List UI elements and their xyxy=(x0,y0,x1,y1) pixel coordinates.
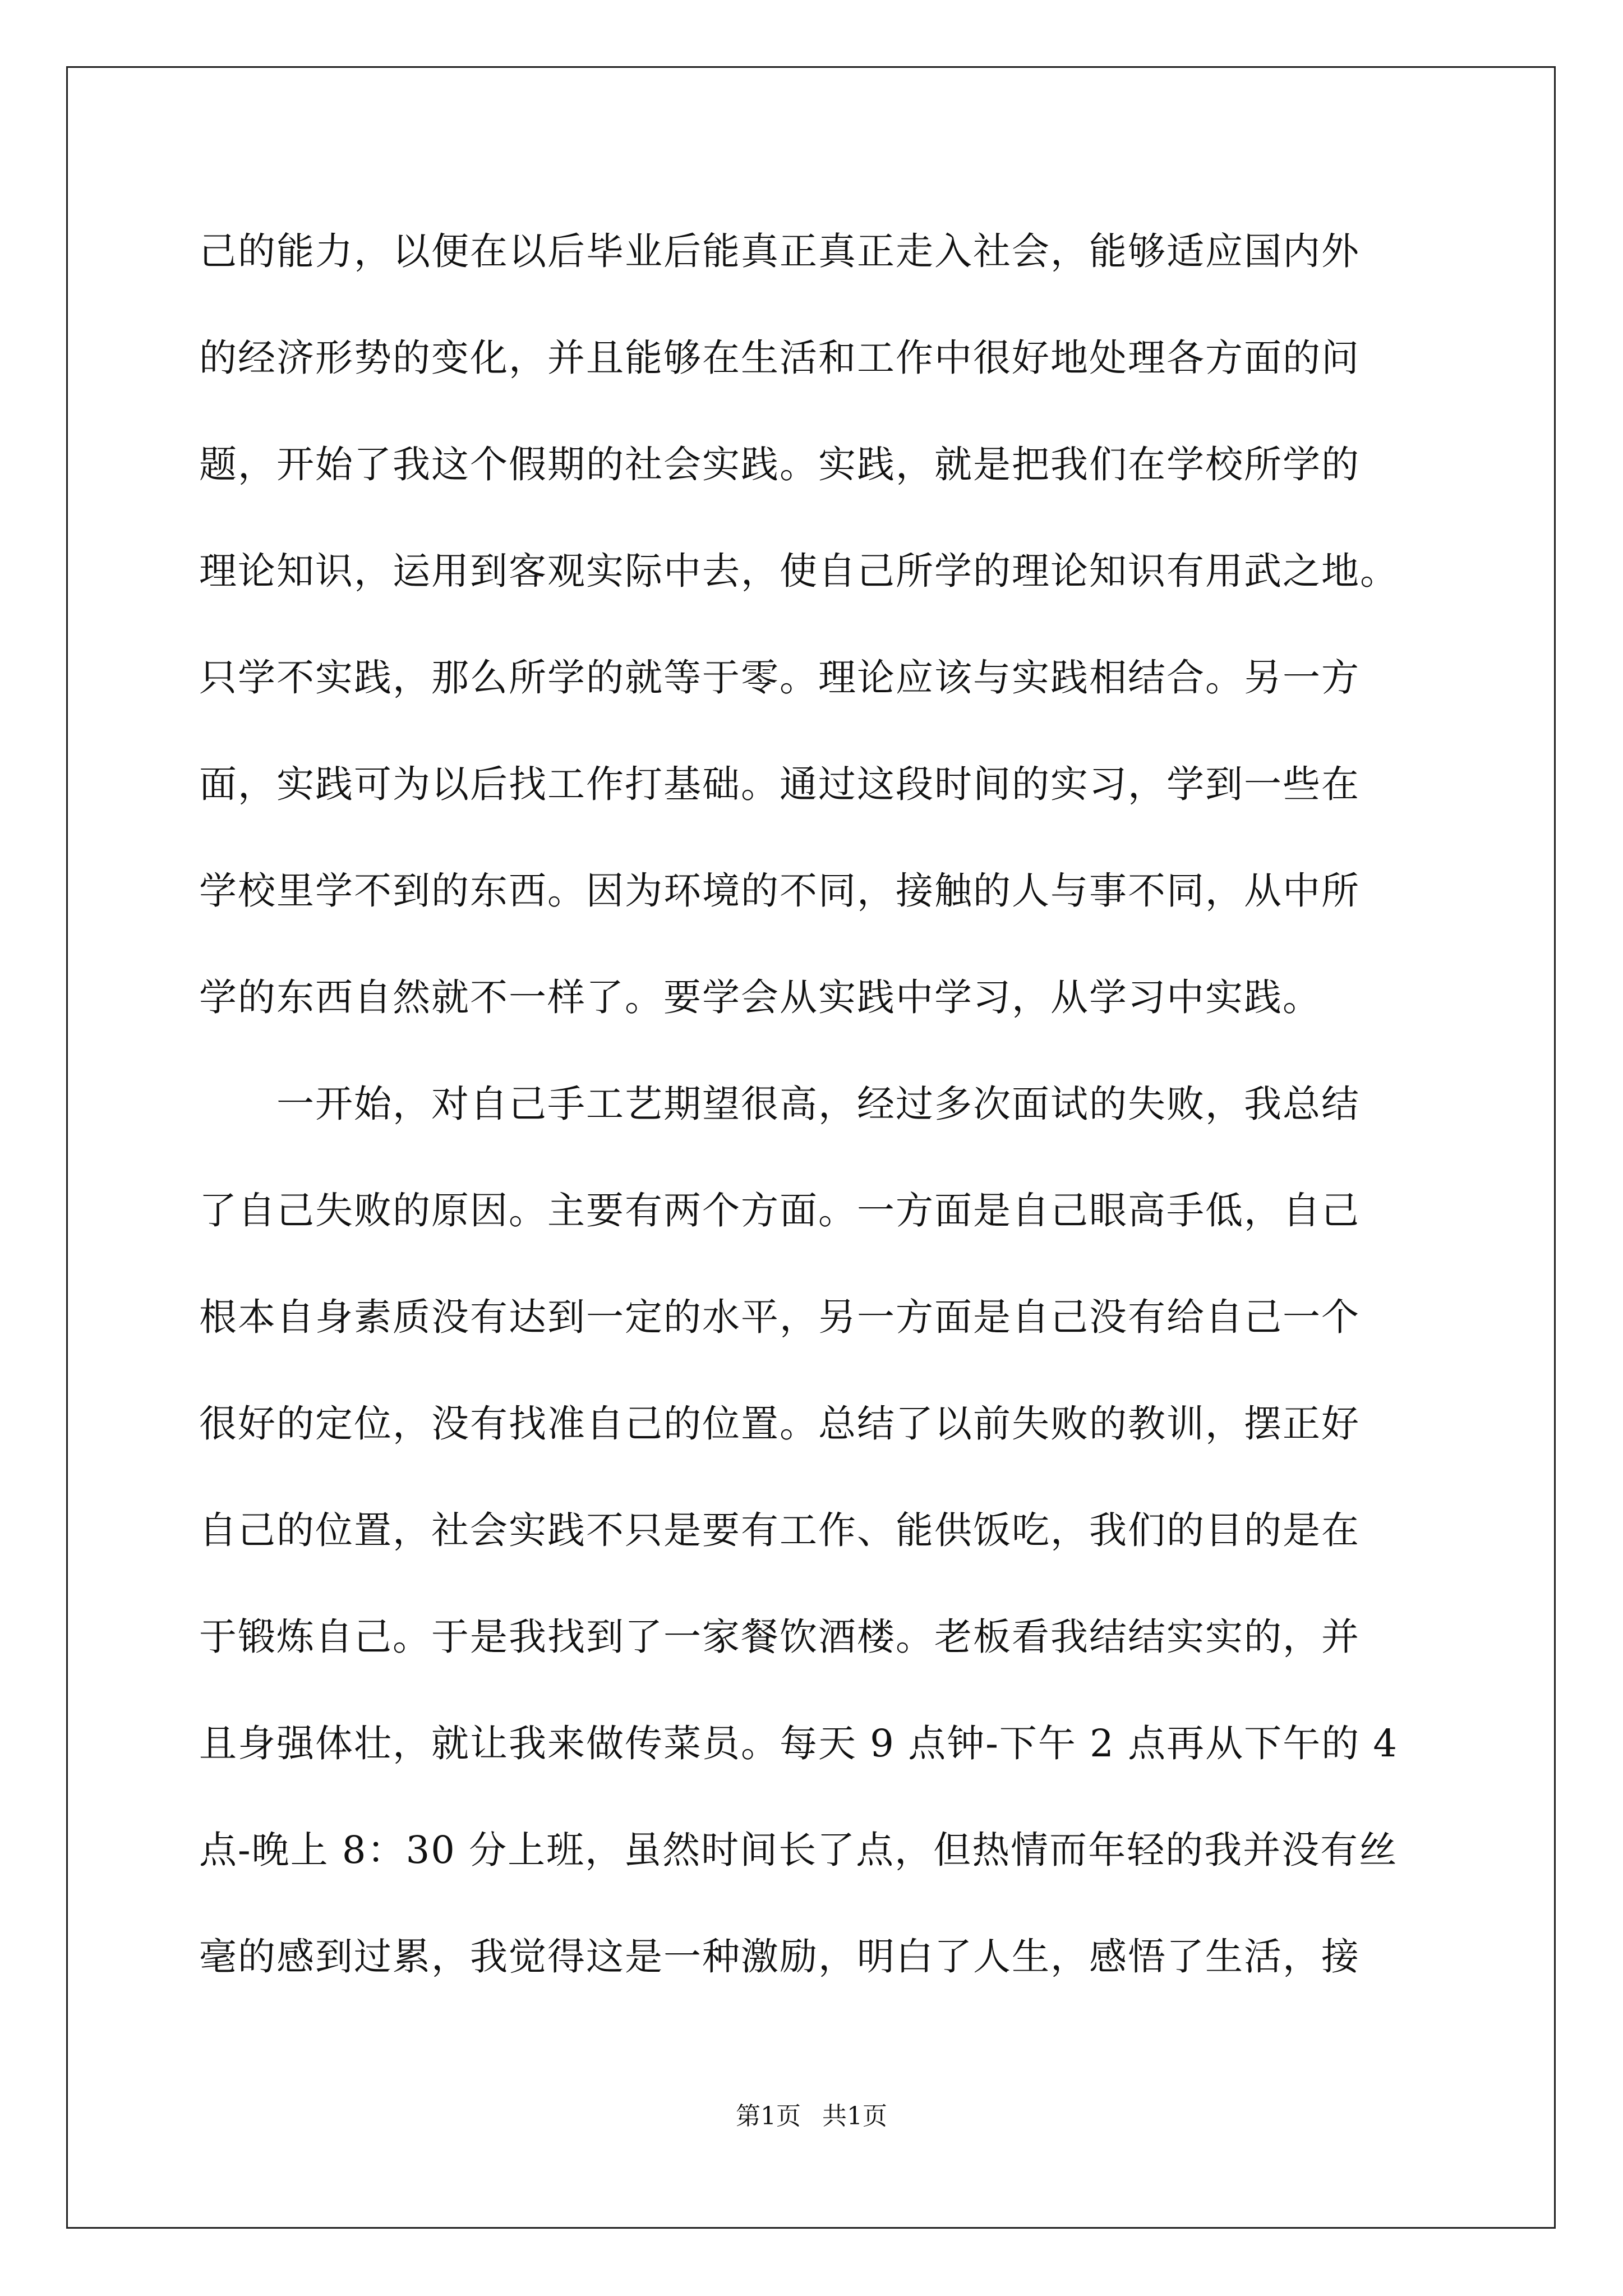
text-line: 自己的位置，社会实践不只是要有工作、能供饭吃，我们的目的是在 xyxy=(199,1508,1360,1552)
page-number-current: 第1页 xyxy=(736,2102,801,2131)
text-line: 理论知识，运用到客观实际中去，使自己所学的理论知识有用武之地。 xyxy=(199,549,1399,593)
text-line: 了自己失败的原因。主要有两个方面。一方面是自己眼高手低，自己 xyxy=(199,1189,1360,1232)
text-line: 的经济形势的变化，并且能够在生活和工作中很好地处理各方面的问 xyxy=(199,336,1360,380)
text-line: 只学不实践，那么所学的就等于零。理论应该与实践相结合。另一方 xyxy=(199,656,1360,700)
text-line: 一开始，对自己手工艺期望很高，经过多次面试的失败，我总结 xyxy=(199,1082,1360,1126)
page-number-total: 共1页 xyxy=(822,2102,887,2131)
text-line: 面，实践可为以后找工作打基础。通过这段时间的实习，学到一些在 xyxy=(199,762,1360,806)
text-line: 学校里学不到的东西。因为环境的不同，接触的人与事不同，从中所 xyxy=(199,869,1360,913)
page-footer xyxy=(0,2101,1623,2132)
text-line: 根本自身素质没有达到一定的水平，另一方面是自己没有给自己一个 xyxy=(199,1295,1360,1339)
text-line: 且身强体壮，就让我来做传菜员。每天 9 点钟-下午 2 点再从下午的 4 xyxy=(199,1722,1399,1765)
text-line: 学的东西自然就不一样了。要学会从实践中学习，从学习中实践。 xyxy=(199,976,1321,1019)
text-line: 很好的定位，没有找准自己的位置。总结了以前失败的教训，摆正好 xyxy=(199,1402,1360,1446)
page-border xyxy=(66,66,1556,2229)
text-line: 于锻炼自己。于是我找到了一家餐饮酒楼。老板看我结结实实的，并 xyxy=(199,1615,1360,1659)
text-line: 点-晚上 8：30 分上班，虽然时间长了点，但热情而年轻的我并没有丝 xyxy=(199,1828,1398,1872)
text-line: 毫的感到过累，我觉得这是一种激励，明白了人生，感悟了生活，接 xyxy=(199,1935,1360,1978)
text-line: 己的能力，以便在以后毕业后能真正真正走入社会，能够适应国内外 xyxy=(199,229,1360,273)
text-line: 题，开始了我这个假期的社会实践。实践，就是把我们在学校所学的 xyxy=(199,443,1360,486)
